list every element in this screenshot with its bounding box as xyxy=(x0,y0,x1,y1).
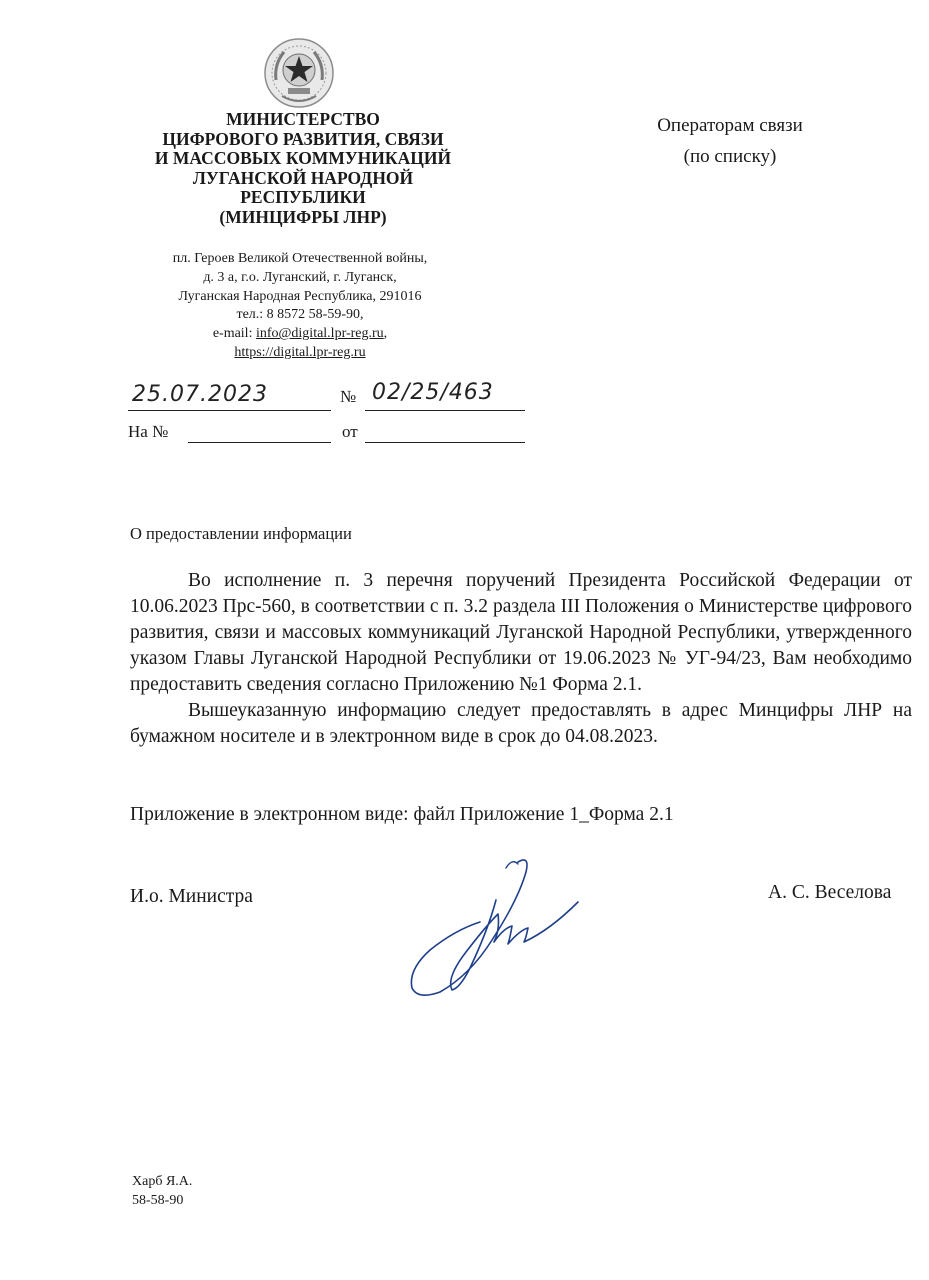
reply-date-underline xyxy=(365,442,525,443)
reply-from-label: от xyxy=(342,422,358,441)
registration-number: 02/25/463 xyxy=(372,380,494,405)
ministry-line: И МАССОВЫХ КОММУНИКАЦИЙ xyxy=(154,148,452,168)
address-line: пл. Героев Великой Отечественной войны, xyxy=(172,251,428,266)
ministry-line: РЕСПУБЛИКИ xyxy=(240,187,366,207)
number-label: № xyxy=(340,387,357,406)
registration-date: 25.07.2023 xyxy=(132,382,268,407)
email-label: e-mail: xyxy=(212,326,256,342)
date-underline xyxy=(128,410,331,411)
ministry-line: ЛУГАНСКОЙ НАРОДНОЙ xyxy=(192,167,414,188)
email-link[interactable]: info@digital.lpr-reg.ru xyxy=(255,326,384,342)
ministry-line: (МИНЦИФРЫ ЛНР) xyxy=(219,206,387,227)
executor-name: Харб Я.А. xyxy=(132,1174,193,1189)
address-line: тел.: 8 8572 58-59-90, xyxy=(236,307,364,323)
address-line: Луганская Народная Республика, 291016 xyxy=(178,288,422,304)
attachment-note: Приложение в электронном виде: файл Приложение 1_Форма 2.1 xyxy=(130,804,674,825)
ministry-title xyxy=(128,110,478,227)
recipient-block xyxy=(600,110,860,172)
website-link[interactable]: https://digital.lpr-reg.ru xyxy=(234,344,366,360)
ministry-line: ЦИФРОВОГО РАЗВИТИЯ, СВЯЗИ xyxy=(162,128,444,149)
body-paragraph: Вышеуказанную информацию следует предоставлять в адрес Минцифры ЛНР на бумажном носителе и в электронном виде в срок до 04.08.2023. xyxy=(130,700,912,747)
letter-body xyxy=(130,568,912,750)
body-paragraph: Во исполнение п. 3 перечня поручений Президента Российской Федерации от 10.06.2023 Прс-560, в соответствии с п. 3.2 раздела III Положения о Министерстве цифрового развития, связи и массовых коммуникаций Луганской Народной Республики, утвержденного указом Главы Луганской Народной Республики от 19.06.2023 № УГ-94/23, Вам необходимо предоставить сведения согласно Приложению №1 Форма 2.1. xyxy=(130,570,912,695)
number-underline xyxy=(365,410,525,411)
state-emblem-icon xyxy=(262,36,336,110)
signer-position: И.о. Министра xyxy=(130,886,253,907)
handwritten-signature-icon xyxy=(400,850,600,1000)
recipient-line: (по списку) xyxy=(683,146,777,167)
executor-info xyxy=(132,1172,192,1210)
recipient-line: Операторам связи xyxy=(657,115,803,136)
email-line xyxy=(140,325,460,344)
reply-number-underline xyxy=(188,442,331,443)
reply-to-label: На № xyxy=(128,422,169,441)
ministry-address xyxy=(140,250,460,363)
email-suffix: , xyxy=(383,326,388,342)
ministry-line: МИНИСТЕРСТВО xyxy=(226,109,380,129)
address-line: д. 3 а, г.о. Луганский, г. Луганск, xyxy=(203,269,397,285)
letter-subject: О предоставлении информации xyxy=(130,524,352,543)
executor-phone: 58-58-90 xyxy=(132,1193,184,1208)
signer-name: А. С. Веселова xyxy=(768,882,892,903)
